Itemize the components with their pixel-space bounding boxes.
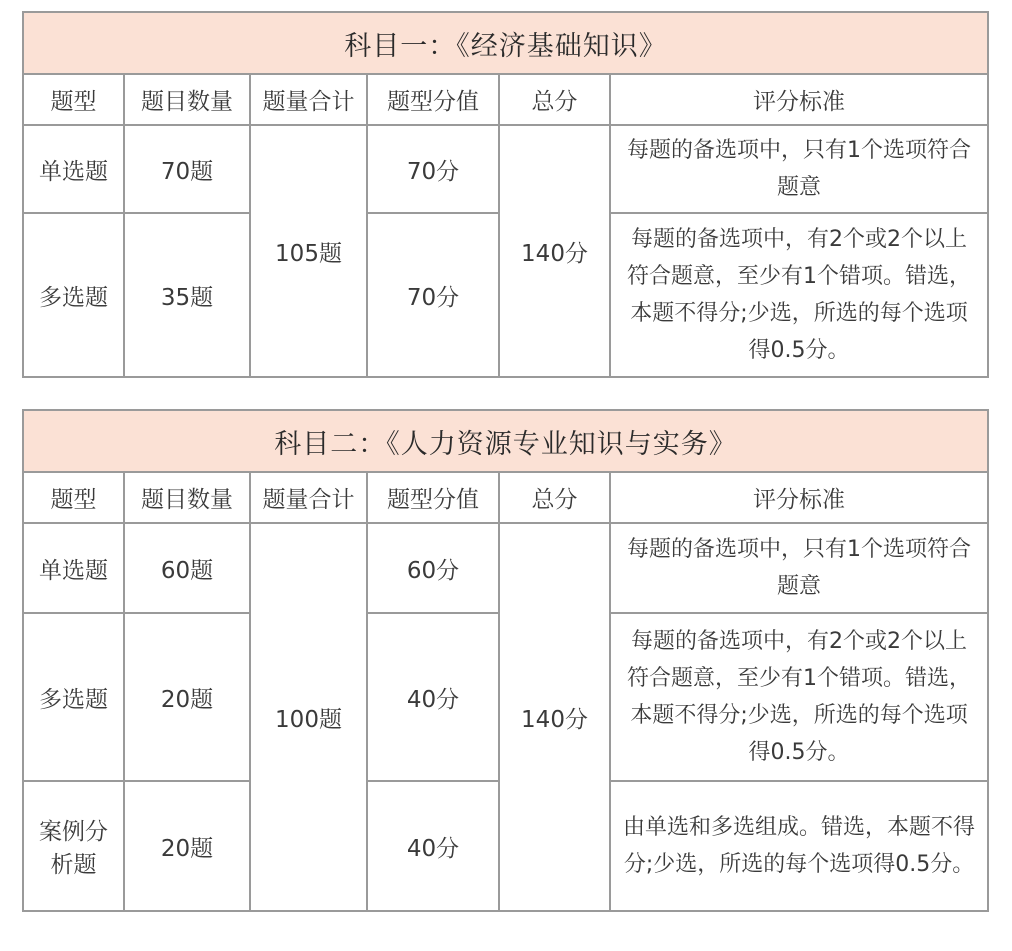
header-total-questions: 题量合计 xyxy=(250,472,367,523)
question-type: 多选题 xyxy=(23,213,124,377)
question-type xyxy=(23,781,124,911)
criteria-text: 每题的备选项中，只有1个选项符合题意 xyxy=(610,523,988,613)
total-questions: 100题 xyxy=(250,523,367,911)
header-criteria: 评分标准 xyxy=(610,74,988,125)
question-count: 20题 xyxy=(124,781,250,911)
header-criteria: 评分标准 xyxy=(610,472,988,523)
total-questions: 105题 xyxy=(250,125,367,377)
table-row xyxy=(23,523,988,613)
header-type-score: 题型分值 xyxy=(367,472,499,523)
header-question-count: 题目数量 xyxy=(124,74,250,125)
question-count: 60题 xyxy=(124,523,250,613)
type-score: 70分 xyxy=(367,213,499,377)
question-type: 多选题 xyxy=(23,613,124,781)
question-count: 20题 xyxy=(124,613,250,781)
header-total-questions: 题量合计 xyxy=(250,74,367,125)
table-title: 科目一：《经济基础知识》 xyxy=(23,12,988,74)
subject-two-table xyxy=(22,409,989,912)
question-type: 单选题 xyxy=(23,125,124,213)
total-score: 140分 xyxy=(499,125,610,377)
header-total-score: 总分 xyxy=(499,472,610,523)
question-type-line2: 析题 xyxy=(50,852,97,878)
type-score: 40分 xyxy=(367,613,499,781)
table-title: 科目二：《人力资源专业知识与实务》 xyxy=(23,410,988,472)
question-count: 35题 xyxy=(124,213,250,377)
type-score: 60分 xyxy=(367,523,499,613)
question-count: 70题 xyxy=(124,125,250,213)
criteria-text: 每题的备选项中，有2个或2个以上符合题意，至少有1个错项。错选，本题不得分;少选，所选的每个选项得0.5分。 xyxy=(610,613,988,781)
type-score: 70分 xyxy=(367,125,499,213)
criteria-text: 由单选和多选组成。错选，本题不得分;少选，所选的每个选项得0.5分。 xyxy=(610,781,988,911)
question-type: 单选题 xyxy=(23,523,124,613)
criteria-text: 每题的备选项中，有2个或2个以上符合题意，至少有1个错项。错选，本题不得分;少选，所选的每个选项得0.5分。 xyxy=(610,213,988,377)
header-total-score: 总分 xyxy=(499,74,610,125)
header-question-count: 题目数量 xyxy=(124,472,250,523)
subject-one-table xyxy=(22,11,989,378)
header-question-type: 题型 xyxy=(23,472,124,523)
header-question-type: 题型 xyxy=(23,74,124,125)
type-score: 40分 xyxy=(367,781,499,911)
question-type-line1: 案例分 xyxy=(39,819,108,845)
criteria-text: 每题的备选项中，只有1个选项符合题意 xyxy=(610,125,988,213)
total-score: 140分 xyxy=(499,523,610,911)
header-type-score: 题型分值 xyxy=(367,74,499,125)
table-row xyxy=(23,125,988,213)
